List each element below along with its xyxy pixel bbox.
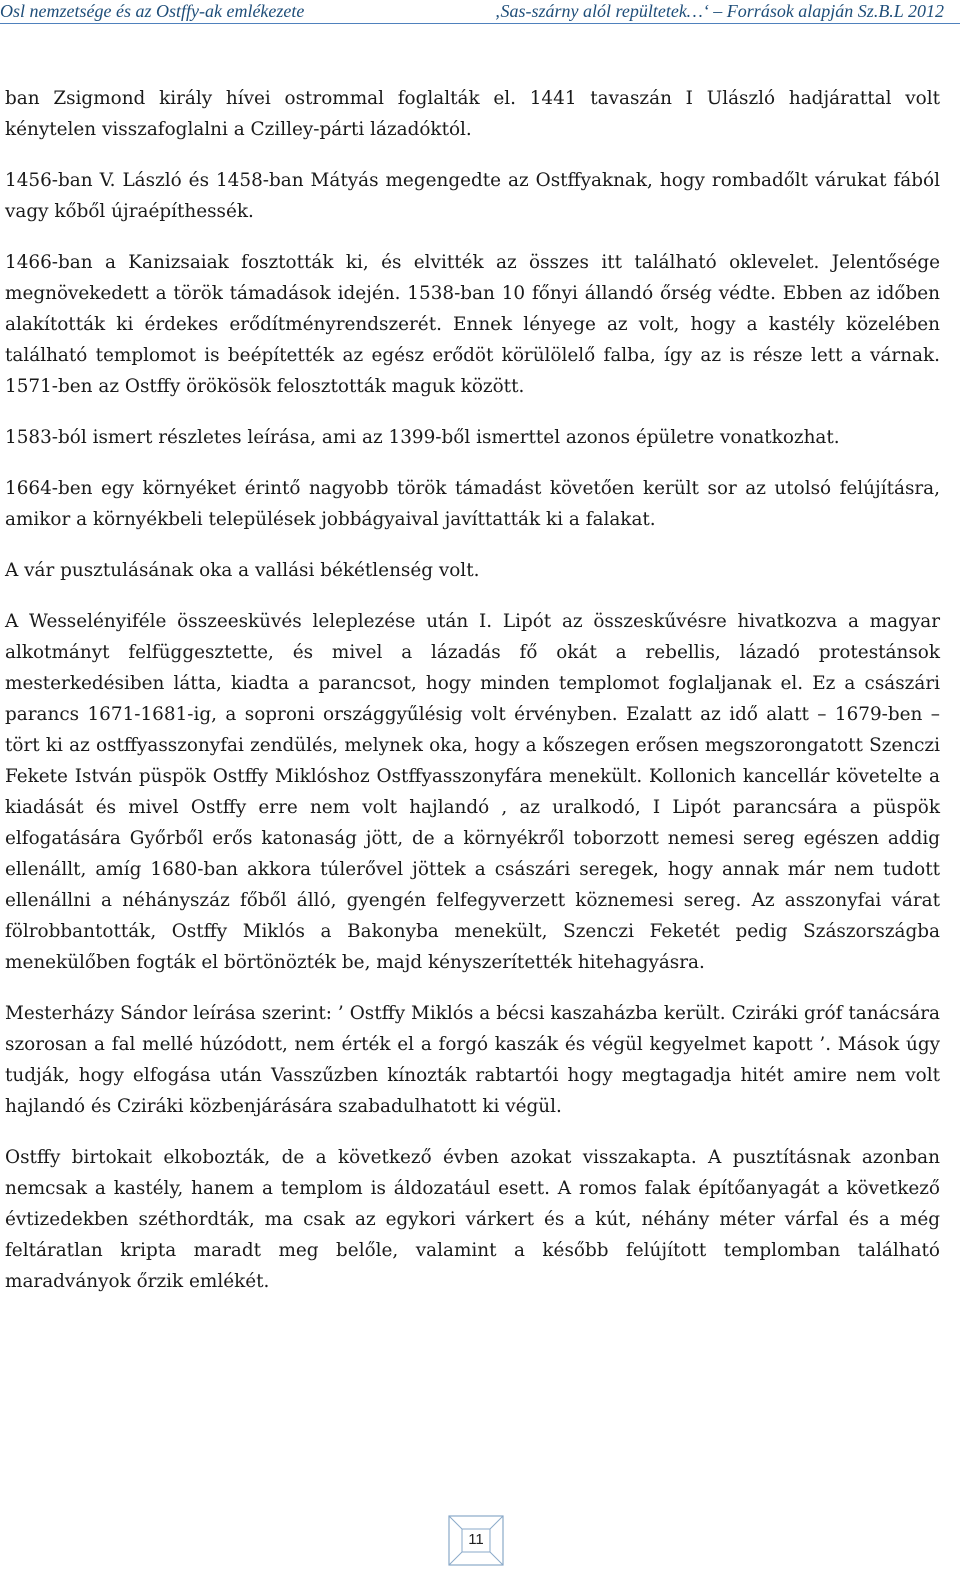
header-title-right: ‚Sas-szárny alól repültetek…‘ – Források alapján Sz.B.L 2012 [494,1,944,21]
paragraph-4: 1583-ból ismert részletes leírása, ami az 1399-ből ismerttel azonos épületre vonatkozhat. [5,427,840,448]
paragraph-9: Ostffy birtokait elkobozták, de a következő évben azokat visszakapta. A pusztításnak azonban nemcsak a kastély, hanem a templom is áldozatául esett. A romos falak építőanyagát a következő évtizedekben széthordták, ma csak az egykori várkert és a kút, néhány méter várfal és a még feltáratlan kripta maradt meg belőle, valamint a később felújított templomban található maradványok őrzik emlékét. [5,1147,940,1292]
document-body [5,83,940,1317]
paragraph-5: 1664-ben egy környéket érintő nagyobb török támadást követően került sor az utolsó felújításra, amikor a környékbeli települések jobbágyaival javíttatták ki a falakat. [5,478,940,530]
paragraph-2: 1456-ban V. László és 1458-ban Mátyás megengedte az Ostffyaknak, hogy rombadőlt várukat fából vagy kőből újraépíthessék. [5,170,940,222]
paragraph-7: A Wesselényiféle összeesküvés leleplezése után I. Lipót az összeskűvésre hivatkozva a magyar alkotmányt felfüggesztette, és mivel a lázadás fő okát a rebellis, lázadó protestánsok mesterkedésiben látta, kiadta a parancsot, hogy minden templomot foglaljanak el. Ez a császári parancs 1671-1681-ig, a soproni országgyűlésig volt érvényben. Ezalatt az idő alatt – 1679-ben – tört ki az ostffyasszonyfai zendülés, melynek oka, hogy a kőszegen erősen megszorongatott Szenczi Fekete István püspök Ostffy Miklóshoz Ostffyasszonyfára menekült. Kollonich kancellár követelte a kiadását és mivel Ostffy erre nem volt hajlandó , az uralkodó, I Lipót parancsára a püspök elfogatására Győrből erős katonaság jött, de a környékről toborzott nemesi sereg egészen addig ellenállt, amíg 1680-ban akkora túlerővel jöttek a császári seregek, hogy annak már nem tudott ellenállni a néhányszáz főből álló, gyengén felfegyverzett köznemesi sereg. Az asszonyfai várat fölrobbantották, Ostffy Miklós a Bakonyba menekült, Szenczi Feketét pedig Szászországba menekülőben fogták el börtönözték be, majd kényszerítették hitehagyásra. [5,611,940,973]
header-title-left: Osl nemzetsége és az Ostffy-ak emlékezete [0,1,305,21]
header-divider [0,23,960,24]
paragraph-6: A vár pusztulásának oka a vallási békétlenség volt. [5,560,480,581]
page-footer [0,1513,960,1583]
page-number-box [446,1513,506,1568]
paragraph-1: ban Zsigmond király hívei ostrommal foglalták el. 1441 tavaszán I Ulászló hadjárattal volt kénytelen visszafoglalni a Czilley-párti lázadóktól. [5,88,940,140]
page-number: 11 [468,1531,484,1548]
paragraph-8: Mesterházy Sándor leírása szerint: ’ Ostffy Miklós a bécsi kaszaházba került. Cziráki gróf tanácsára szorosan a fal mellé húzódott, nem érték el a forgó kaszák és végül kegyelmet kapott ’. Mások úgy tudják, hogy elfogása után Vasszűzben kínozták rabtartói hogy megtagadja hitét amire nem volt hajlandó és Cziráki közbenjárására szabadulhatott ki végül. [5,1003,940,1117]
paragraph-3: 1466-ban a Kanizsaiak fosztották ki, és elvitték az összes itt található oklevelet. Jelentősége megnövekedett a török támadások idején. 1538-ban 10 főnyi állandó őrség védte. Ebben az időben alakították ki érdekes erődítményrendszerét. Ennek lényege az volt, hogy a kastély közelében található templomot is beépítették az egész erődöt körülölelő falba, így az is része lett a várnak. 1571-ben az Ostffy örökösök felosztották maguk között. [5,252,940,397]
page-header [0,0,960,26]
